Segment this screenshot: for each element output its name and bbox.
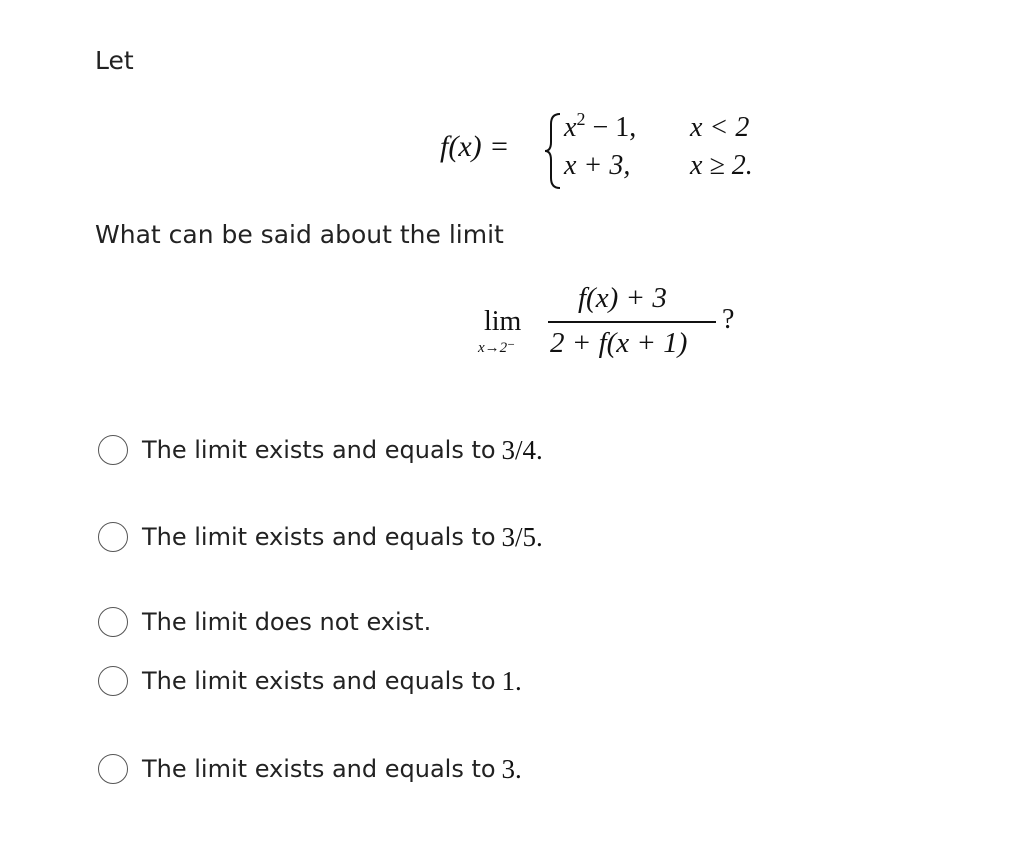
answer-option-1[interactable]: [98, 432, 543, 468]
case-2-condition: x ≥ 2.: [690, 150, 753, 181]
case-1-expression: [564, 109, 637, 144]
lim-subscript: x→2⁻: [478, 340, 516, 356]
case-1-rest: − 1,: [585, 112, 637, 143]
option-label: The limit exists and equals to: [142, 436, 496, 464]
answer-option-5[interactable]: [98, 751, 522, 787]
case-2-expression: x + 3,: [564, 150, 631, 181]
option-label: The limit exists and equals to: [142, 523, 496, 551]
radio-button[interactable]: [98, 522, 128, 552]
question-intro: Let: [95, 46, 134, 75]
option-value: 3/5.: [501, 521, 543, 552]
fraction-denominator: 2 + f(x + 1): [550, 327, 688, 359]
answer-option-3[interactable]: [98, 604, 431, 640]
answer-option-4[interactable]: [98, 663, 522, 699]
radio-button[interactable]: [98, 435, 128, 465]
option-label: The limit does not exist.: [142, 608, 432, 636]
case-1-exponent: 2: [576, 109, 586, 129]
radio-button[interactable]: [98, 754, 128, 784]
option-value: 3/4.: [501, 434, 543, 465]
fraction-numerator: f(x) + 3: [578, 282, 667, 314]
option-label: The limit exists and equals to: [142, 755, 496, 783]
piecewise-lhs: [440, 130, 509, 164]
radio-button[interactable]: [98, 666, 128, 696]
limit-expression: [470, 280, 760, 370]
case-1-condition: x < 2: [690, 112, 750, 143]
answer-option-2[interactable]: [98, 519, 543, 555]
left-brace-icon: [543, 112, 563, 190]
option-label: The limit exists and equals to: [142, 667, 496, 695]
option-value: 1.: [501, 665, 522, 696]
piecewise-definition: [440, 108, 780, 188]
option-value: 3.: [501, 753, 522, 784]
lim-operator: lim: [484, 306, 522, 337]
radio-button[interactable]: [98, 607, 128, 637]
question-mark: ?: [722, 304, 735, 335]
function-name: f(x) =: [440, 130, 510, 163]
case-1-base: x: [564, 112, 577, 143]
question-text: What can be said about the limit: [95, 220, 504, 249]
fraction-bar: [548, 321, 716, 323]
